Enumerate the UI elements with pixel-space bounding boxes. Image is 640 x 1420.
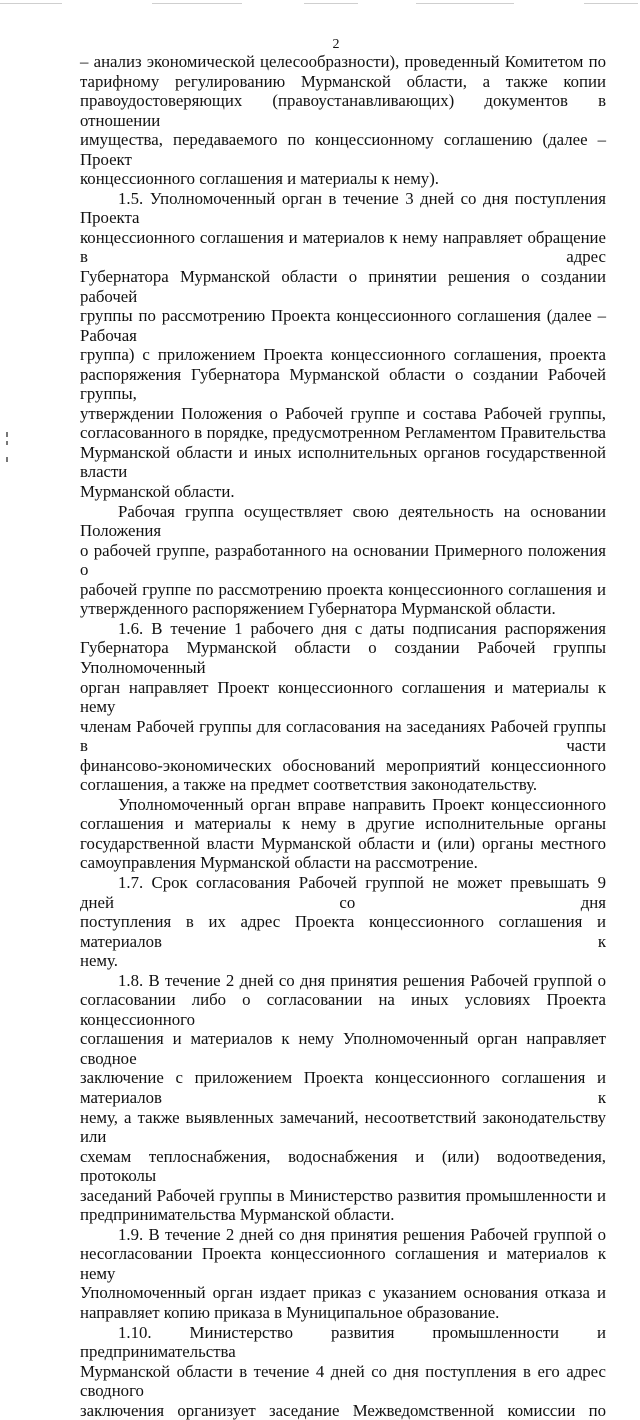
text-line: группы по рассмотрению Проекта концессионного соглашения (далее – Рабочая	[80, 306, 606, 345]
text-line: – анализ экономической целесообразности), проведенный Комитетом по	[80, 52, 606, 71]
text-line: Уполномоченный орган издает приказ с указанием основания отказа и	[80, 1283, 606, 1303]
text-line: 1.10. Министерство развития промышленности и предпринимательства	[80, 1322, 606, 1362]
paragraph	[80, 795, 606, 873]
text-line: Уполномоченный орган вправе направить Проект концессионного	[118, 794, 606, 814]
text-line: орган направляет Проект концессионного соглашения и материалы к нему	[80, 677, 606, 717]
text-line: 1.8. В течение 2 дней со дня принятия решения Рабочей группой о	[118, 970, 606, 990]
text-line: предпринимательства Мурманской области.	[80, 1205, 395, 1225]
paragraph	[80, 502, 606, 619]
text-line: Губернатора Мурманской области о принятии решения о создании рабочей	[80, 267, 606, 306]
text-line: 1.9. В течение 2 дней со дня принятия решения Рабочей группой о	[118, 1224, 606, 1244]
paragraph	[80, 52, 606, 189]
top-rule	[584, 3, 638, 4]
paragraph	[80, 971, 606, 1225]
text-line: нему.	[80, 951, 118, 971]
text-line: финансово-экономических обоснований мероприятий концессионного	[80, 755, 606, 775]
page-number: 2	[332, 37, 340, 52]
margin-mark	[6, 432, 8, 437]
text-line: поступления в их адрес Проекта концессионного соглашения и материалов к	[80, 912, 606, 951]
paragraph	[80, 1323, 606, 1420]
text-line: Мурманской области.	[80, 482, 235, 502]
text-line: о рабочей группе, разработанного на основании Примерного положения о	[80, 540, 606, 580]
text-line: схемам теплоснабжения, водоснабжения и (или) водоотведения, протоколы	[80, 1146, 606, 1186]
paragraph	[80, 619, 606, 795]
text-line: заключения организует заседание Межведомственной комиссии по	[80, 1400, 606, 1420]
document-body	[80, 52, 606, 1420]
text-line: направляет копию приказа в Муниципальное образование.	[80, 1303, 500, 1322]
margin-mark	[6, 441, 8, 445]
text-line: нему, а также выявленных замечаний, несоответствий законодательству или	[80, 1107, 606, 1147]
text-line: Мурманской области и иных исполнительных органов государственной власти	[80, 442, 606, 482]
text-line: Рабочая группа осуществляет свою деятельность на основании Положения	[80, 501, 606, 541]
text-line: утверждении Положения о Рабочей группе и состава Рабочей группы,	[80, 403, 606, 423]
paragraph	[80, 873, 606, 971]
text-line: концессионного соглашения и материалов к нему направляет обращение в адрес	[80, 227, 606, 267]
text-line: рабочей группе по рассмотрению проекта концессионного соглашения и	[80, 579, 606, 599]
text-line: заседаний Рабочей группы в Министерство развития промышленности и	[80, 1185, 606, 1205]
text-line: концессионного соглашения и материалы к нему).	[80, 169, 439, 189]
text-line: несогласовании Проекта концессионного соглашения и материалов к нему	[80, 1244, 606, 1283]
text-line: согласовании либо о согласовании на иных условиях Проекта концессионного	[80, 990, 606, 1029]
text-line: 1.5. Уполномоченный орган в течение 3 дней со дня поступления Проекта	[80, 188, 606, 228]
text-line: соглашения и материалов к нему Уполномоченный орган направляет сводное	[80, 1029, 606, 1068]
top-rule	[304, 3, 358, 4]
text-line: соглашения, а также на предмет соответствия законодательству.	[80, 775, 538, 795]
text-line: согласованного в порядке, предусмотренном Регламентом Правительства	[80, 423, 606, 443]
top-rule	[152, 3, 242, 4]
text-line: Губернатора Мурманской области о создании Рабочей группы Уполномоченный	[80, 638, 606, 677]
text-line: утвержденного распоряжением Губернатора Мурманской области.	[80, 599, 556, 619]
text-line: правоудостоверяющих (правоустанавливающих) документов в отношении	[80, 91, 606, 130]
paragraph	[80, 1225, 606, 1323]
top-rule	[416, 3, 514, 4]
text-line: членам Рабочей группы для согласования на заседаниях Рабочей группы в части	[80, 716, 606, 756]
paragraph	[80, 189, 606, 502]
text-line: соглашения и материалы к нему в другие исполнительные органы	[80, 814, 606, 834]
text-line: Мурманской области в течение 4 дней со дня поступления в его адрес сводного	[80, 1361, 606, 1401]
text-line: имущества, передаваемого по концессионному соглашению (далее – Проект	[80, 130, 606, 169]
text-line: 1.7. Срок согласования Рабочей группой не может превышать 9 дней со дня	[80, 872, 606, 912]
margin-mark	[6, 457, 8, 462]
top-rule	[0, 3, 62, 4]
text-line: распоряжения Губернатора Мурманской области о создании Рабочей группы,	[80, 364, 606, 404]
text-line: группа) с приложением Проекта концессионного соглашения, проекта	[80, 345, 606, 365]
text-line: 1.6. В течение 1 рабочего дня с даты подписания распоряжения	[118, 618, 606, 638]
text-line: тарифному регулированию Мурманской области, а также копии	[80, 71, 606, 91]
text-line: государственной власти Мурманской области и (или) органы местного	[80, 833, 606, 853]
text-line: заключение с приложением Проекта концессионного соглашения и материалов к	[80, 1068, 606, 1107]
text-line: самоуправления Мурманской области на рассмотрение.	[80, 853, 478, 873]
